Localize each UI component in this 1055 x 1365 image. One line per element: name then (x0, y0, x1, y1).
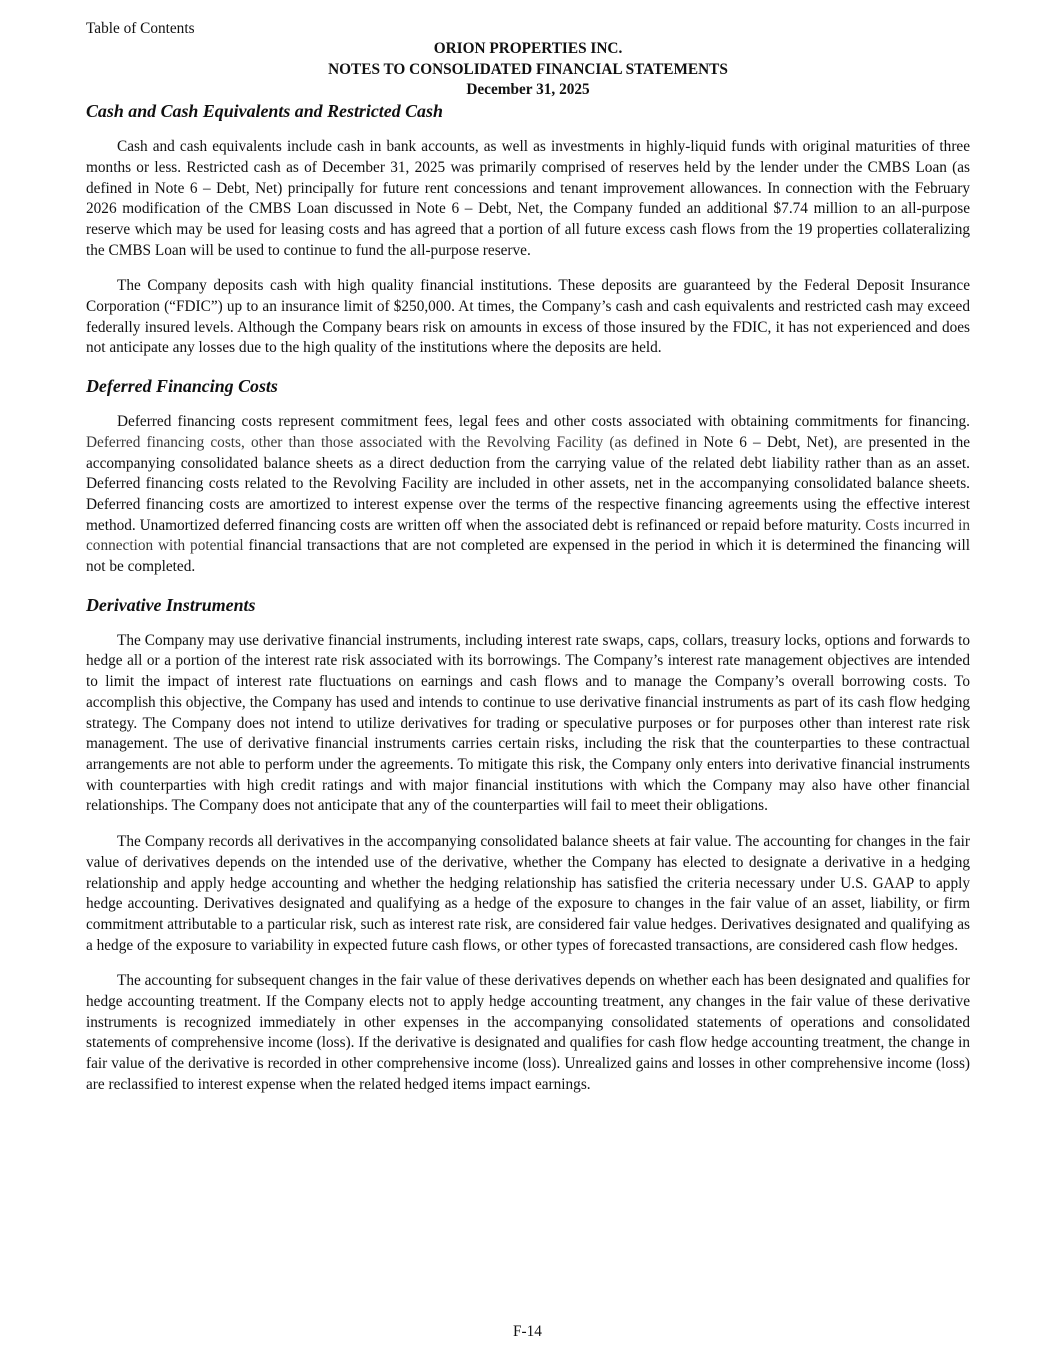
section-heading: Deferred Financing Costs (86, 376, 278, 397)
section-cash (86, 101, 970, 359)
paragraph: The Company deposits cash with high quality financial institutions. These deposits are guaranteed by the Federal Deposit Insurance Corporation (“FDIC”) up to an insurance limit of $250,000. At times, the Company’s cash and cash equivalents and restricted cash may exceed federally insured levels. Although the Company bears risk on amounts in excess of those insured by the FDIC, it has not experienced and does not anticipate any losses due to the high quality of the institutions where the deposits are held. (86, 277, 970, 357)
section-heading: Cash and Cash Equivalents and Restricted Cash (86, 101, 443, 122)
paragraph: The accounting for subsequent changes in the fair value of these derivatives depends on whether each has been designated and qualifies for hedge accounting treatment. If the Company elects not to apply hedge accounting treatment, any changes in the fair value of these derivative instruments is recognized immediately in other expenses in the accompanying consolidated statements of operations and consolidated statements of comprehensive income (loss). If the derivative is designated and qualifies for cash flow hedge accounting treatment, the change in fair value of the derivative is recorded in other comprehensive income (loss). Unrealized gains and losses in other comprehensive income (loss) are reclassified to interest expense when the related hedged items impact earnings. (86, 972, 970, 1093)
section-derivatives (86, 595, 970, 1096)
text-run: financial transactions that are not completed are expensed in the period in which it is determined the financing will not be completed. (86, 537, 970, 576)
page-number: F-14 (513, 1323, 542, 1340)
text-run: Deferred financing costs, other than those associated with the Revolving Facility (as defined in (86, 433, 698, 451)
document-date: December 31, 2025 (466, 81, 590, 99)
paragraph (86, 412, 970, 578)
text-run: Deferred financing costs represent commitment fees, legal fees and other costs associated with obtaining commitments for financing. (117, 413, 970, 431)
document-header (86, 39, 970, 101)
paragraph: The Company records all derivatives in the accompanying consolidated balance sheets at fair value. The accounting for changes in the fair value of derivatives depends on the intended use of the derivative, whether the Company has elected to designate a derivative in a hedging relationship and apply hedge accounting and whether the hedging relationship has satisfied the criteria necessary under U.S. GAAP to apply hedge accounting. Derivatives designated and qualifying as a hedge of the exposure to changes in the fair value of an asset, liability, or firm commitment attributable to a particular risk, such as interest rate risk, are considered fair value hedges. Derivatives designated and qualifying as a hedge of the exposure to variability in expected future cash flows, or other types of forecasted transactions, are considered cash flow hedges. (86, 833, 970, 954)
text-run: presented in the accompanying consolidated balance sheets as a direct deduction from the carrying value of the related debt liability rather than as an asset. Deferred financing costs related to the Revolving Facility are included in other assets, net in the accompanying consolidated balance sheets. Deferred financing costs are amortized to interest expense over the terms of the respective financing agreements using the effective interest method. Unamortized deferred financing costs are written off when the associated debt is refinanced or repaid before maturity. (86, 433, 971, 534)
paragraph: Cash and cash equivalents include cash in bank accounts, as well as investments in highly-liquid funds with original maturities of three months or less. Restricted cash as of December 31, 2025 was primarily comprised of reserves held by the lender under the CMBS Loan (as defined in Note 6 – Debt, Net) principally for future rent concessions and tenant improvement allowances. In connection with the February 2026 modification of the CMBS Loan discussed in Note 6 – Debt, Net, the Company funded an additional $7.74 million to an all-purpose reserve which may be used for leasing costs and has agreed that a portion of all future excess cash flows from the 19 properties collateralizing the CMBS Loan will be used to continue to fund the all-purpose reserve. (86, 138, 970, 259)
section-heading: Derivative Instruments (86, 594, 256, 615)
text-run: Note 6 – Debt, Net), (697, 433, 844, 451)
table-of-contents-link[interactable]: Table of Contents (86, 20, 195, 37)
company-name: ORION PROPERTIES INC. (433, 40, 623, 57)
document-page (86, 19, 970, 1096)
document-title: NOTES TO CONSOLIDATED FINANCIAL STATEMENTS (328, 60, 728, 78)
paragraph: The Company may use derivative financial instruments, including interest rate swaps, caps, collars, treasury locks, options and forwards to hedge all or a portion of the interest rate risk associated with its borrowings. The Company’s interest rate management objectives are intended to limit the impact of interest rate fluctuations on earnings and cash flows and to manage the Company’s overall borrowing costs. To accomplish this objective, the Company has used and intends to continue to use derivative financial instruments as part of its cash flow hedging strategy. The Company does not intend to utilize derivatives for trading or speculative purposes or for purposes other than interest rate risk management. The use of derivative financial instruments carries certain risks, including the risk that the counterparties to these contractual arrangements are not able to perform under the agreements. To mitigate this risk, the Company only enters into derivative financial instruments with counterparties with high credit ratings and with major financial institutions with which the Company may also have other financial relationships. The Company does not anticipate that any of the counterparties will fail to meet their obligations. (86, 631, 970, 815)
text-run: Costs incurred in connection with potential (86, 516, 970, 555)
text-run: are (843, 433, 863, 451)
section-deferred-financing (86, 376, 970, 578)
